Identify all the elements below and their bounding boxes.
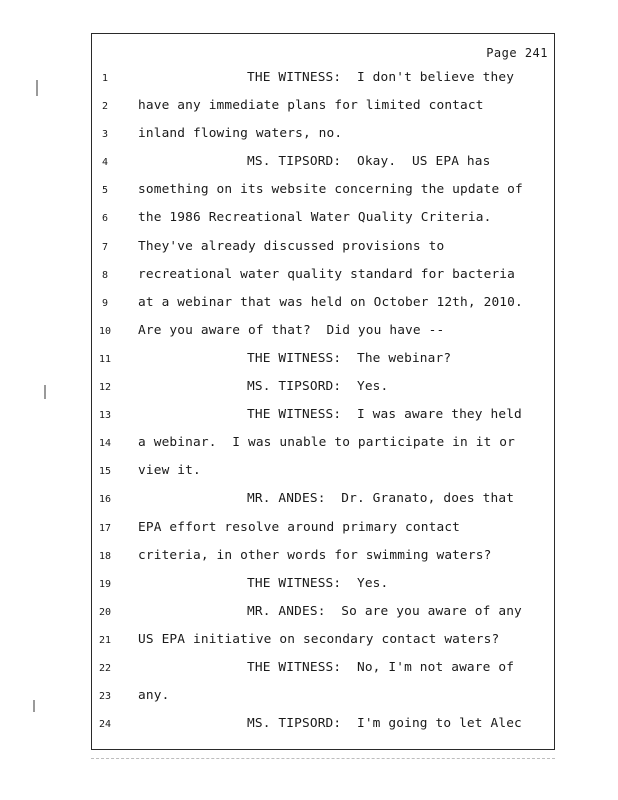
line-number: 13 bbox=[98, 410, 112, 422]
transcript-line bbox=[92, 546, 554, 574]
line-text: THE WITNESS: I was aware they held bbox=[247, 407, 522, 423]
transcript-line bbox=[92, 293, 554, 321]
transcript-line bbox=[92, 265, 554, 293]
line-text: have any immediate plans for limited contact bbox=[138, 98, 484, 114]
transcript-line bbox=[92, 574, 554, 602]
line-number: 6 bbox=[101, 213, 109, 225]
line-number: 20 bbox=[98, 606, 112, 618]
transcript-line bbox=[92, 489, 554, 517]
line-number: 17 bbox=[98, 522, 112, 534]
line-number: 18 bbox=[98, 550, 112, 562]
line-number: 7 bbox=[101, 241, 109, 253]
transcript-line bbox=[92, 433, 554, 461]
line-text: MS. TIPSORD: I'm going to let Alec bbox=[247, 716, 522, 732]
line-number: 10 bbox=[98, 325, 112, 337]
line-number: 21 bbox=[98, 634, 112, 646]
line-number: 16 bbox=[98, 494, 112, 506]
transcript-line bbox=[92, 96, 554, 124]
transcript-line bbox=[92, 461, 554, 489]
transcript-lines bbox=[92, 68, 554, 742]
line-text: They've already discussed provisions to bbox=[138, 238, 445, 254]
line-text: criteria, in other words for swimming waters? bbox=[138, 547, 492, 563]
line-text: any. bbox=[138, 688, 170, 704]
line-text: THE WITNESS: Yes. bbox=[247, 575, 389, 591]
line-number: 9 bbox=[101, 297, 109, 309]
line-number: 5 bbox=[101, 185, 109, 197]
transcript-line bbox=[92, 349, 554, 377]
line-text: THE WITNESS: No, I'm not aware of bbox=[247, 659, 515, 675]
line-text: THE WITNESS: The webinar? bbox=[247, 350, 452, 366]
line-text: inland flowing waters, no. bbox=[138, 126, 343, 142]
line-number: 14 bbox=[98, 438, 112, 450]
line-text: EPA effort resolve around primary contact bbox=[138, 519, 461, 535]
line-text: THE WITNESS: I don't believe they bbox=[247, 70, 515, 85]
transcript-line bbox=[92, 152, 554, 180]
transcript-line bbox=[92, 630, 554, 658]
line-text: MR. ANDES: So are you aware of any bbox=[247, 603, 522, 619]
line-text: Are you aware of that? Did you have -- bbox=[138, 322, 445, 338]
line-text: at a webinar that was held on October 12th, 2010. bbox=[138, 294, 523, 310]
line-number: 24 bbox=[98, 719, 112, 731]
margin-mark bbox=[36, 80, 38, 96]
line-text: a webinar. I was unable to participate in it or bbox=[138, 435, 516, 451]
transcript-page bbox=[91, 33, 555, 750]
transcript-line bbox=[92, 405, 554, 433]
transcript-line bbox=[92, 377, 554, 405]
transcript-line bbox=[92, 686, 554, 714]
transcript-line bbox=[92, 321, 554, 349]
transcript-line bbox=[92, 68, 554, 96]
transcript-line bbox=[92, 714, 554, 742]
page-number: Page 241 bbox=[486, 46, 548, 60]
line-text: view it. bbox=[138, 463, 201, 479]
line-text: US EPA initiative on secondary contact waters? bbox=[138, 631, 500, 647]
line-text: something on its website concerning the update of bbox=[138, 182, 523, 198]
margin-mark bbox=[33, 700, 35, 712]
transcript-line bbox=[92, 602, 554, 630]
line-text: MR. ANDES: Dr. Granato, does that bbox=[247, 491, 515, 507]
line-number: 8 bbox=[101, 269, 109, 281]
transcript-line bbox=[92, 518, 554, 546]
line-number: 2 bbox=[101, 101, 109, 113]
bottom-rule bbox=[91, 758, 555, 759]
line-text: MS. TIPSORD: Okay. US EPA has bbox=[247, 154, 491, 170]
line-number: 15 bbox=[98, 466, 112, 478]
line-text: recreational water quality standard for bacteria bbox=[138, 266, 516, 282]
line-number: 3 bbox=[101, 129, 109, 141]
line-number: 23 bbox=[98, 691, 112, 703]
line-number: 1 bbox=[101, 73, 109, 84]
line-number: 22 bbox=[98, 662, 112, 674]
line-number: 11 bbox=[98, 353, 112, 365]
transcript-line bbox=[92, 180, 554, 208]
margin-mark bbox=[44, 385, 46, 399]
line-number: 4 bbox=[101, 157, 109, 169]
transcript-line bbox=[92, 237, 554, 265]
line-text: MS. TIPSORD: Yes. bbox=[247, 379, 389, 395]
line-text: the 1986 Recreational Water Quality Criteria. bbox=[138, 210, 492, 226]
line-number: 12 bbox=[98, 382, 112, 394]
transcript-line bbox=[92, 124, 554, 152]
transcript-line bbox=[92, 208, 554, 236]
transcript-line bbox=[92, 658, 554, 686]
line-number: 19 bbox=[98, 578, 112, 590]
